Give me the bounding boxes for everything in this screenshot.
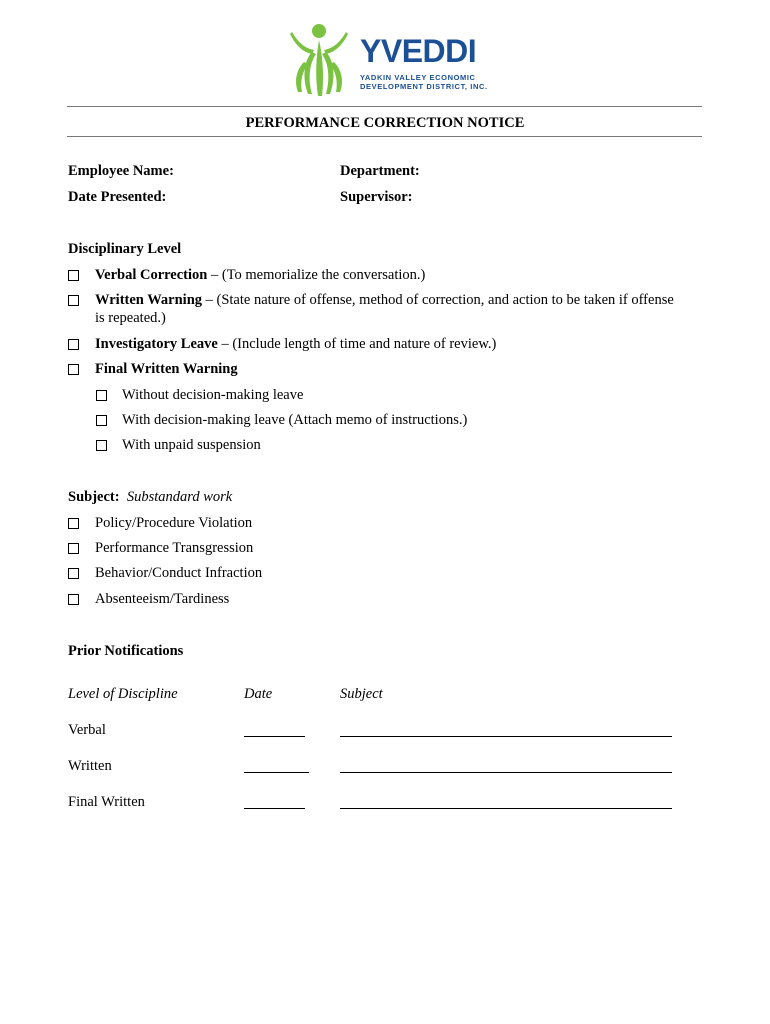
disciplinary-heading: Disciplinary Level (68, 241, 182, 257)
behavior-infraction-checkbox[interactable] (68, 568, 79, 579)
written-warning-option: Written Warning – (State nature of offense, method of correction, and action to be taken if offense (95, 292, 674, 308)
unpaid-suspension-option: With unpaid suspension (122, 437, 261, 453)
verbal-correction-option: Verbal Correction – (To memorialize the conversation.) (95, 267, 426, 283)
policy-violation-option: Policy/Procedure Violation (95, 515, 253, 531)
title-bottom-rule (67, 136, 702, 137)
absenteeism-checkbox[interactable] (68, 594, 79, 605)
col-header-date: Date (244, 686, 273, 702)
verbal-subject-line[interactable] (340, 736, 672, 737)
performance-transgression-checkbox[interactable] (68, 543, 79, 554)
row-level-final-written: Final Written (68, 794, 145, 810)
logo-name: YVEDDI (360, 33, 477, 69)
with-decision-leave-option: With decision-making leave (Attach memo of instructions.) (122, 412, 468, 428)
investigatory-leave-option: Investigatory Leave – (Include length of time and nature of review.) (95, 336, 497, 352)
absenteeism-option: Absenteeism/Tardiness (95, 591, 230, 607)
logo-tagline: YADKIN VALLEY ECONOMIC DEVELOPMENT DISTRICT, INC. (360, 73, 488, 91)
investigatory-leave-checkbox[interactable] (68, 339, 79, 350)
department-label: Department: (340, 163, 420, 179)
without-decision-leave-checkbox[interactable] (96, 390, 107, 401)
performance-transgression-option: Performance Transgression (95, 540, 254, 556)
row-level-written: Written (68, 758, 112, 774)
date-presented-label: Date Presented: (68, 189, 167, 205)
supervisor-label: Supervisor: (340, 189, 413, 205)
subject-line: Subject: Substandard work (68, 489, 233, 505)
title-top-rule (67, 106, 702, 107)
final-written-warning-option: Final Written Warning (95, 361, 238, 377)
col-header-subject: Subject (340, 686, 383, 702)
page-title: PERFORMANCE CORRECTION NOTICE (245, 115, 525, 131)
written-date-line[interactable] (244, 772, 309, 773)
verbal-date-line[interactable] (244, 736, 305, 737)
final-written-subject-line[interactable] (340, 808, 672, 809)
logo-figure-icon (282, 22, 356, 98)
row-level-verbal: Verbal (68, 722, 106, 738)
final-written-warning-checkbox[interactable] (68, 364, 79, 375)
behavior-infraction-option: Behavior/Conduct Infraction (95, 565, 263, 581)
written-warning-option-cont: is repeated.) (95, 310, 166, 326)
written-subject-line[interactable] (340, 772, 672, 773)
unpaid-suspension-checkbox[interactable] (96, 440, 107, 451)
col-header-level: Level of Discipline (68, 686, 178, 702)
policy-violation-checkbox[interactable] (68, 518, 79, 529)
without-decision-leave-option: Without decision-making leave (122, 387, 304, 403)
employee-name-label: Employee Name: (68, 163, 174, 179)
with-decision-leave-checkbox[interactable] (96, 415, 107, 426)
written-warning-checkbox[interactable] (68, 295, 79, 306)
prior-notifications-heading: Prior Notifications (68, 643, 184, 659)
final-written-date-line[interactable] (244, 808, 305, 809)
verbal-correction-checkbox[interactable] (68, 270, 79, 281)
